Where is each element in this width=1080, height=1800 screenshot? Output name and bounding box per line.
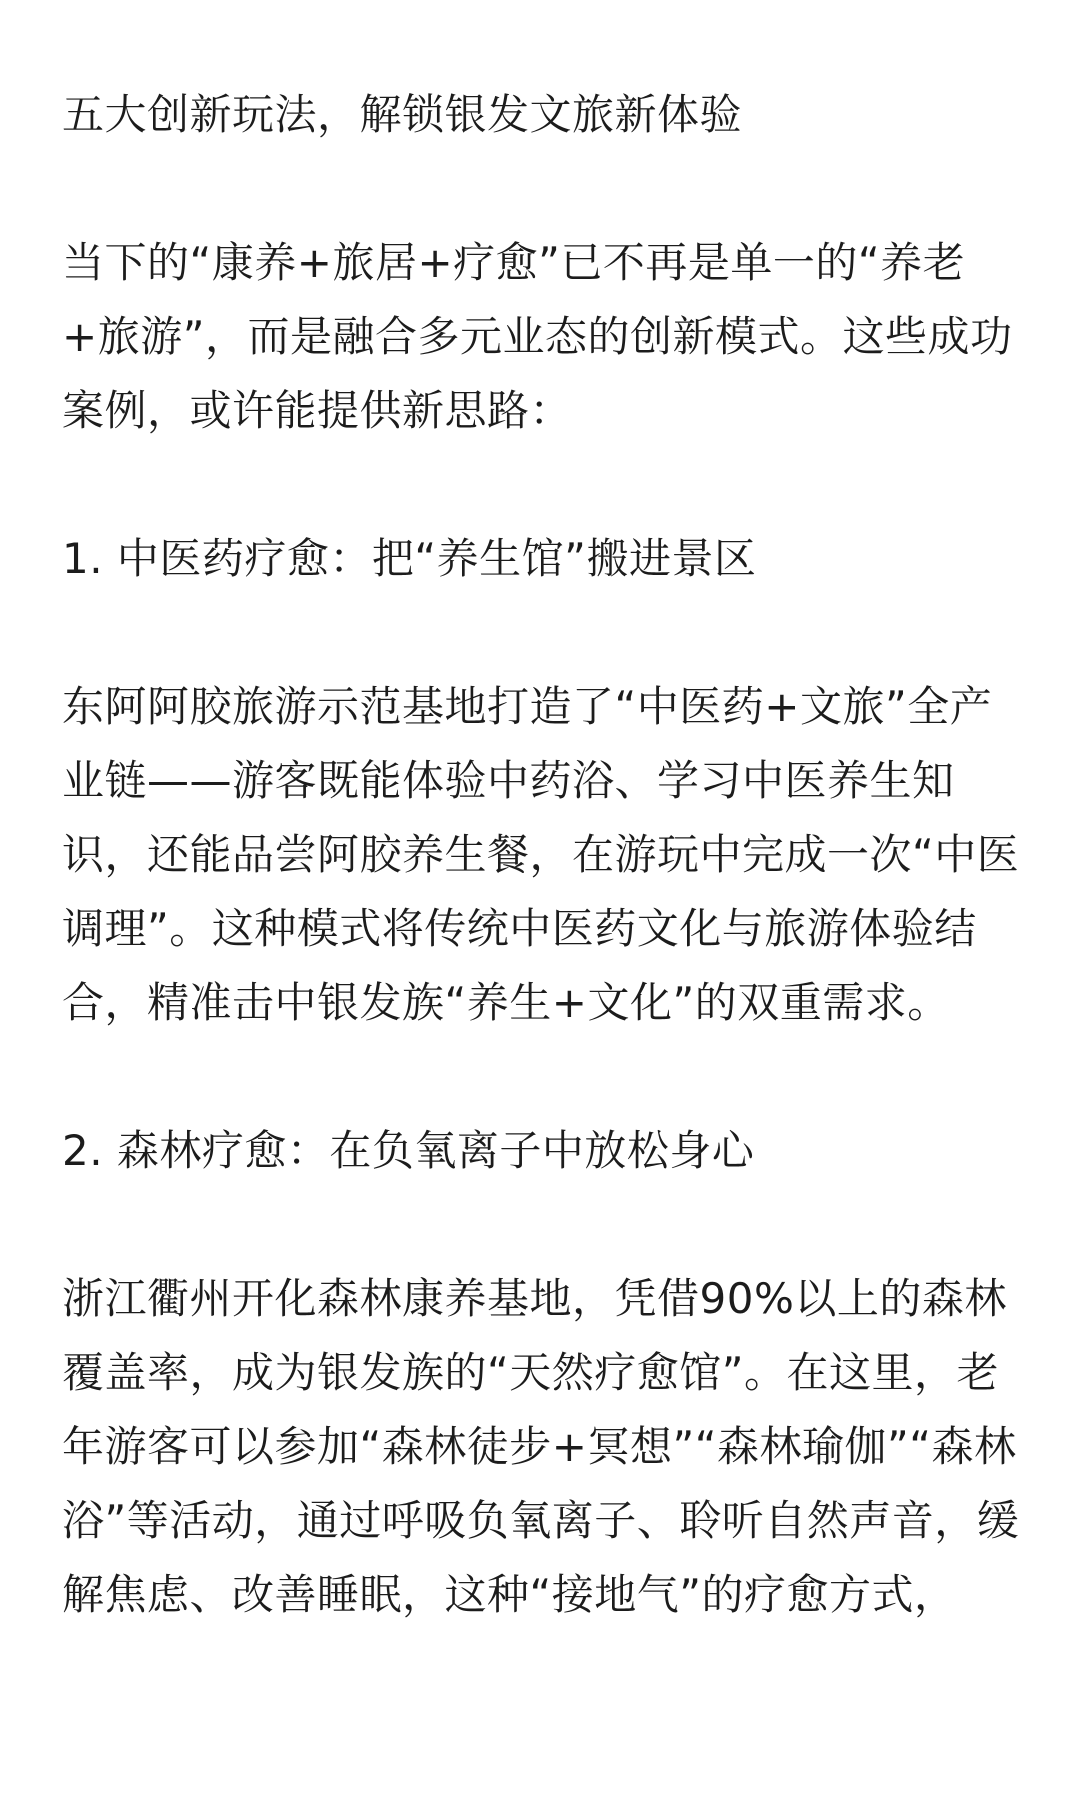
- article-title: 五大创新玩法，解锁银发文旅新体验: [62, 90, 743, 139]
- section-1-heading: 1. 中医药疗愈：把“养生馆”搬进景区: [62, 534, 757, 583]
- article: [62, 78, 1022, 1706]
- section-2-body: 浙江衢州开化森林康养基地，凭借90%以上的森林覆盖率，成为银发族的“天然疗愈馆”。在这里，老年游客可以参加“森林徒步+冥想”“森林瑜伽”“森林浴”等活动，通过呼吸负氧离子、聆听自然声音，缓解焦虑、改善睡眠，这种“接地气”的疗愈方式，: [62, 1274, 1020, 1619]
- section-2-heading: 2. 森林疗愈：在负氧离子中放松身心: [62, 1126, 755, 1175]
- intro-paragraph: 当下的“康养+旅居+疗愈”已不再是单一的“养老+旅游”，而是融合多元业态的创新模式。这些成功案例，或许能提供新思路：: [62, 238, 1013, 435]
- section-1-body: 东阿阿胶旅游示范基地打造了“中医药+文旅”全产业链——游客既能体验中药浴、学习中医养生知识，还能品尝阿胶养生餐，在游玩中完成一次“中医调理”。这种模式将传统中医药文化与旅游体验结合，精准击中银发族“养生+文化”的双重需求。: [62, 682, 1020, 1027]
